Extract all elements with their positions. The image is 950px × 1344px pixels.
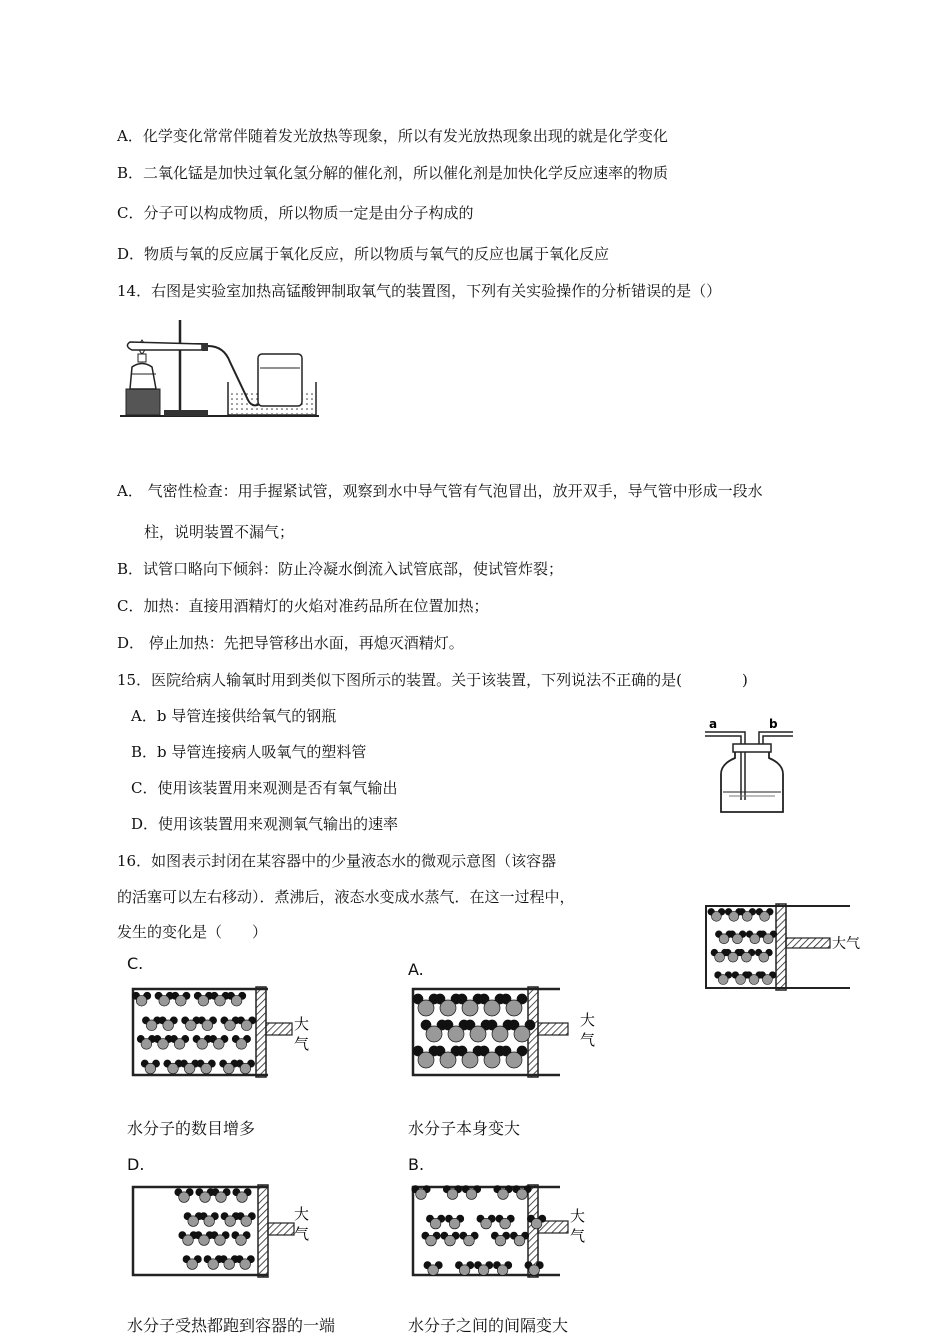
q16-option-d-letter: D. xyxy=(127,1155,145,1174)
atmosphere-label-bottom: 气 xyxy=(294,1225,310,1243)
water-molecule xyxy=(460,1232,478,1246)
q16-reference-container xyxy=(700,898,875,993)
q13-option-b: B．二氧化锰是加快过氧化氢分解的催化剂，所以催化剂是加快化学反应速率的物质 xyxy=(117,164,669,182)
q15-option-d: D．使用该装置用来观测氧气输出的速率 xyxy=(131,815,399,833)
water-molecule xyxy=(180,1060,198,1074)
q14-option-a-line2: 柱，说明装置不漏气； xyxy=(144,523,295,541)
q16-option-c-letter: C. xyxy=(127,954,144,973)
water-molecule xyxy=(232,1035,250,1049)
water-molecule xyxy=(510,1232,528,1246)
water-molecule xyxy=(194,992,212,1006)
atmosphere-label: 大气 xyxy=(832,936,860,952)
atmosphere-label-top: 大 xyxy=(294,1015,310,1033)
tube-label-a: a xyxy=(709,717,718,731)
atmosphere-label-bottom: 气 xyxy=(294,1035,310,1053)
water-molecule xyxy=(164,1060,182,1074)
water-molecule xyxy=(137,1035,155,1049)
q16-option-b-letter: B. xyxy=(408,1155,425,1174)
water-molecule xyxy=(738,949,755,962)
water-molecule xyxy=(227,992,245,1006)
water-molecule xyxy=(204,1256,222,1270)
water-molecule xyxy=(756,908,773,921)
water-molecule xyxy=(221,1017,239,1031)
q14-option-b: B．试管口略向下倾斜：防止冷凝水倒流入试管底部，使试管炸裂； xyxy=(117,560,564,578)
water-molecule xyxy=(195,1232,213,1246)
q15-option-c: C．使用该装置用来观测是否有氧气输出 xyxy=(131,779,398,797)
q16-option-c-diagram xyxy=(130,985,320,1080)
water-molecule xyxy=(739,908,756,921)
water-molecule xyxy=(183,1256,201,1270)
water-molecule xyxy=(760,931,777,944)
water-molecule xyxy=(198,1017,216,1031)
q14-option-c: C．加热：直接用酒精灯的火焰对准药品所在位置加热； xyxy=(117,597,489,615)
water-molecule xyxy=(474,1262,492,1276)
atmosphere-label-bottom: 气 xyxy=(570,1227,586,1245)
water-molecule xyxy=(236,1256,254,1270)
water-molecule xyxy=(236,1060,254,1074)
atmosphere-label-top: 大 xyxy=(294,1205,310,1223)
water-molecule xyxy=(196,1189,214,1203)
water-molecule xyxy=(221,1213,239,1227)
atmosphere-label-top: 大 xyxy=(570,1207,586,1225)
water-molecule xyxy=(175,1189,193,1203)
water-molecule xyxy=(170,1035,188,1049)
q15-stem: 15．医院给病人输氧时用到类似下图所示的装置。关于该装置，下列说法不正确的是( ) xyxy=(117,671,748,689)
water-molecule xyxy=(179,1232,197,1246)
q13-option-c: C．分子可以构成物质，所以物质一定是由分子构成的 xyxy=(117,204,474,222)
water-molecule xyxy=(193,1035,211,1049)
q16-option-a-diagram xyxy=(410,985,610,1080)
q13-option-d: D．物质与氧的反应属于氧化反应，所以物质与氧气的反应也属于氧化反应 xyxy=(117,245,610,263)
water-molecule xyxy=(220,1060,238,1074)
water-molecule xyxy=(445,1215,463,1229)
q14-stem: 14．右图是实验室加热高锰酸钾制取氧气的装置图，下列有关实验操作的分析错误的是（） xyxy=(117,282,722,300)
tube-label-b: b xyxy=(769,717,778,731)
potassium-permanganate-apparatus-figure xyxy=(120,312,320,422)
water-molecule xyxy=(211,1232,229,1246)
water-molecule xyxy=(200,1213,218,1227)
water-molecule xyxy=(708,908,725,921)
q15-option-a: A．b 导管连接供给氧气的钢瓶 xyxy=(131,707,337,725)
water-molecule xyxy=(233,1189,251,1203)
water-molecule xyxy=(477,1215,495,1229)
water-molecule xyxy=(210,1035,228,1049)
water-molecule xyxy=(491,1232,509,1246)
water-molecule xyxy=(729,931,746,944)
q13-option-a: A．化学变化常常伴随着发光放热等现象，所以有发光放热现象出现的就是化学变化 xyxy=(117,127,668,145)
q14-option-d: D． 停止加热：先把导管移出水面，再熄灭酒精灯。 xyxy=(117,634,464,652)
water-molecule xyxy=(759,972,776,985)
water-molecule xyxy=(424,1262,442,1276)
water-molecule xyxy=(211,992,229,1006)
water-molecule xyxy=(155,992,173,1006)
q16-option-a-letter: A. xyxy=(408,960,424,979)
large-water-molecule xyxy=(501,1046,527,1068)
q15-option-b: B．b 导管连接病人吸氧气的塑料管 xyxy=(131,743,367,761)
q16-option-b-diagram xyxy=(410,1183,610,1283)
water-molecule xyxy=(154,1035,172,1049)
gas-washing-bottle-figure xyxy=(705,712,805,817)
water-molecule xyxy=(232,1232,250,1246)
q16-option-d-caption: 水分子受热都跑到容器的一端 xyxy=(127,1316,336,1335)
water-molecule xyxy=(422,1232,440,1246)
water-molecule xyxy=(141,1060,159,1074)
water-molecule xyxy=(132,992,150,1006)
q16-option-c-caption: 水分子的数目增多 xyxy=(127,1119,256,1138)
atmosphere-label-top: 大 xyxy=(580,1011,596,1029)
water-molecule xyxy=(496,1215,514,1229)
q16-option-b-caption: 水分子之间的间隔变大 xyxy=(408,1316,569,1335)
water-molecule xyxy=(237,1213,255,1227)
water-molecule xyxy=(159,1017,177,1031)
water-molecule xyxy=(197,1060,215,1074)
water-molecule xyxy=(493,1262,511,1276)
water-molecule xyxy=(172,992,190,1006)
q14-option-a-line1: A． 气密性检查：用手握紧试管，观察到水中导气管有气泡冒出，放开双手，导气管中形成一段水 xyxy=(117,482,763,500)
water-molecule xyxy=(755,949,772,962)
water-molecule xyxy=(220,1256,238,1270)
water-molecule xyxy=(441,1232,459,1246)
water-molecule xyxy=(237,1017,255,1031)
water-molecule xyxy=(182,1017,200,1031)
water-molecule xyxy=(455,1262,473,1276)
water-molecule xyxy=(715,972,732,985)
large-water-molecule xyxy=(501,994,527,1016)
q16-option-d-diagram xyxy=(130,1183,320,1283)
q16-stem-line2: 的活塞可以左右移动）．煮沸后，液态水变成水蒸气．在这一过程中， xyxy=(117,888,575,906)
q16-option-a-caption: 水分子本身变大 xyxy=(408,1119,521,1138)
q16-stem-line1: 16．如图表示封闭在某容器中的少量液态水的微观示意图（该容器 xyxy=(117,852,557,870)
atmosphere-label-bottom: 气 xyxy=(580,1031,596,1049)
q16-stem-line3: 发生的变化是（ ） xyxy=(117,923,268,941)
water-molecule xyxy=(426,1215,444,1229)
water-molecules-reference xyxy=(708,908,777,984)
water-molecule xyxy=(142,1017,160,1031)
water-molecule xyxy=(184,1213,202,1227)
water-molecule xyxy=(212,1189,230,1203)
